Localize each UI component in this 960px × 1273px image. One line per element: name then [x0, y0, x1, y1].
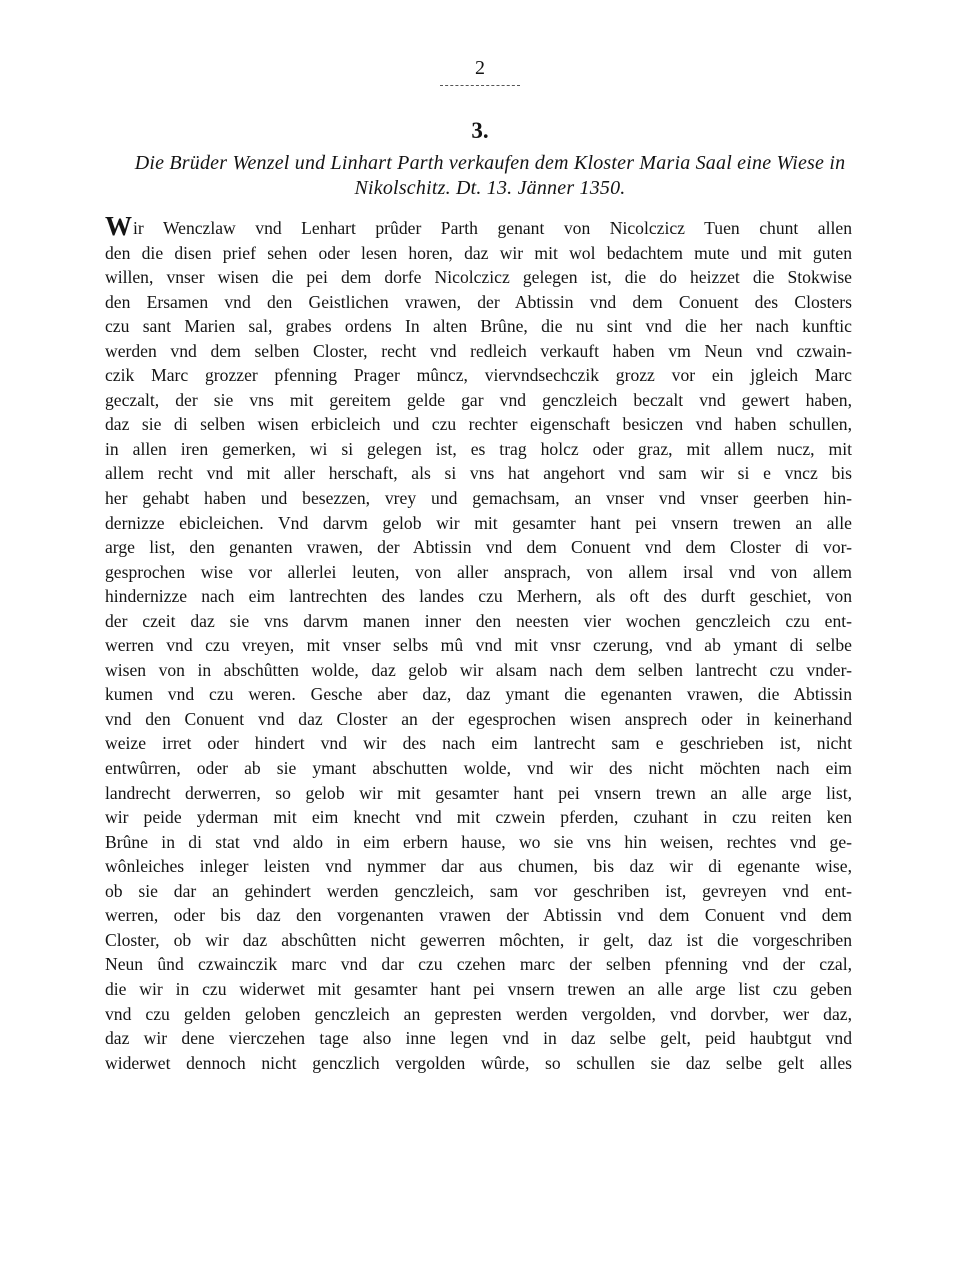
text-line: daz wir dene vierczehen tage also inne legen vnd in daz selbe gelt, peid haubtgut vnd [105, 1028, 852, 1049]
text-line: werren, oder bis daz den vorgenanten vrawen der Abtissin vnd dem Conuent vnd dem [105, 905, 852, 926]
text-line: allem recht vnd mit aller herschaft, als si vns hat angehort vnd sam wir si e vncz bis [105, 463, 852, 484]
text-line: czu sant Marien sal, grabes ordens In alten Brûne, die nu sint vnd die her nach kunftic [105, 316, 852, 337]
text-line: Neun ûnd czwainczik marc vnd dar czu czehen marc der selben pfenning vnd der czal, [105, 954, 852, 975]
text-line: geczalt, der sie vns mit gereitem gelde gar vnd genczleich beczalt vnd gewert haben, [105, 389, 852, 410]
body-text [105, 211, 852, 1075]
text-line: her gehabt haben und besezzen, vrey und gemachsam, an vnser vnd vnser geerben hin- [105, 488, 852, 509]
text-line: widerwet dennoch nicht genczlich vergolden wûrde, so schullen sie daz selbe gelt alles [105, 1052, 852, 1073]
text-line: in allen iren gemerken, wi si gelegen ist, es trag holcz oder graz, mit allem nucz, mit [105, 438, 852, 459]
text-line: arge list, den genanten vrawen, der Abtissin vnd dem Conuent vnd dem Closter di vor- [105, 537, 852, 558]
document-number: 3. [471, 118, 489, 143]
text-line: hindernizze nach eim lantrechten des landes czu Merhern, als oft des durft geschiet, von [105, 586, 852, 607]
text-line: daz sie di selben wisen erbicleich und czu rechter eigenschaft besiczen vnd haben schullen, [105, 414, 852, 435]
first-line-text: ir Wenczlaw vnd Lenhart prûder Parth genant von Nicolczicz Tuen chunt allen [133, 218, 852, 238]
text-line: wir peide yderman mit eim knecht vnd mit czwein pferden, czuhant in czu reiten ken [105, 807, 852, 828]
text-line: der czeit daz sie vns darvm manen inner den neesten vier wochen genczleich czu ent- [105, 610, 852, 631]
text-line: entwûrren, oder ab sie ymant abschutten wolde, vnd wir des nicht möchten nach eim [105, 758, 852, 779]
text-line: Brûne in di stat vnd aldo in eim erbern hause, wo sie vns hin weisen, rechtes vnd ge- [105, 831, 852, 852]
text-line: vnd czu gelden geloben genczleich an gepresten werden vergolden, vnd dorvber, wer daz, [105, 1003, 852, 1024]
text-line: Closter, ob wir daz abschûtten nicht gewerren môchten, ir gelt, daz ist die vorgeschriben [105, 929, 852, 950]
text-line: den Ersamen vnd den Geistlichen vrawen, der Abtissin vnd dem Conuent des Closters [105, 291, 852, 312]
text-line: landrecht derwerren, so gelob wir mit gesamter hant pei vnsern trewn an alle arge list, [105, 782, 852, 803]
text-line: werren vnd czu vreyen, mit vnser selbs mû vnd mit vnsr czerung, vnd ab ymant di selbe [105, 635, 852, 656]
text-line: dernizze ebicleichen. Vnd darvm gelob wir mit gesamter hant pei vnsern trewen an alle [105, 512, 852, 533]
text-line: weize irret oder hindert vnd wir des nach eim lantrecht sam e geschrieben ist, nicht [105, 733, 852, 754]
text-line: ob sie dar an gehindert werden genczleich, sam vor geschriben ist, gevreyen vnd ent- [105, 880, 852, 901]
text-line: wisen von in abschûtten wolde, daz gelob wir alsam nach dem selben lantrecht czu vnder- [105, 659, 852, 680]
initial-letter: W [105, 211, 132, 241]
text-line: czik Marc grozzer pfenning Prager mûncz, viervndsechczik grozz vor ein jgleich Marc [105, 365, 852, 386]
document-title: Die Brüder Wenzel und Linhart Parth verkaufen dem Kloster Maria Saal eine Wiese in Nikolschitz. Dt. 13. Jänner 1350. [134, 152, 846, 199]
text-line: vnd den Conuent vnd daz Closter an der egesprochen wisen ansprech oder in keinerhand [105, 708, 852, 729]
text-line: willen, vnser wisen die pei dem dorfe Nicolczicz gelegen ist, die do heizzet die Stokwise [105, 267, 852, 288]
text-line: den die disen prief sehen oder lesen horen, daz wir mit wol bedachtem mute und mit guten [105, 242, 852, 263]
page-number-rule [440, 85, 520, 86]
text-line: kumen vnd czu weren. Gesche aber daz, daz ymant die egenanten vrawen, die Abtissin [105, 684, 852, 705]
text-line: gesprochen wise vor allerlei leuten, von aller ansprach, von allem irsal vnd von allem [105, 561, 852, 582]
text-line: die wir in czu widerwet mit gesamter hant pei vnsern trewen an alle arge list czu geben [105, 978, 852, 999]
text-line: werden vnd dem selben Closter, recht vnd redleich verkauft haben vm Neun vnd czwain- [105, 340, 852, 361]
text-line: wônleiches inleger leisten vnd nymmer dar aus chumen, bis daz wir di egenante wise, [105, 856, 852, 877]
text-line [105, 211, 852, 241]
page-number: 2 [475, 57, 485, 79]
